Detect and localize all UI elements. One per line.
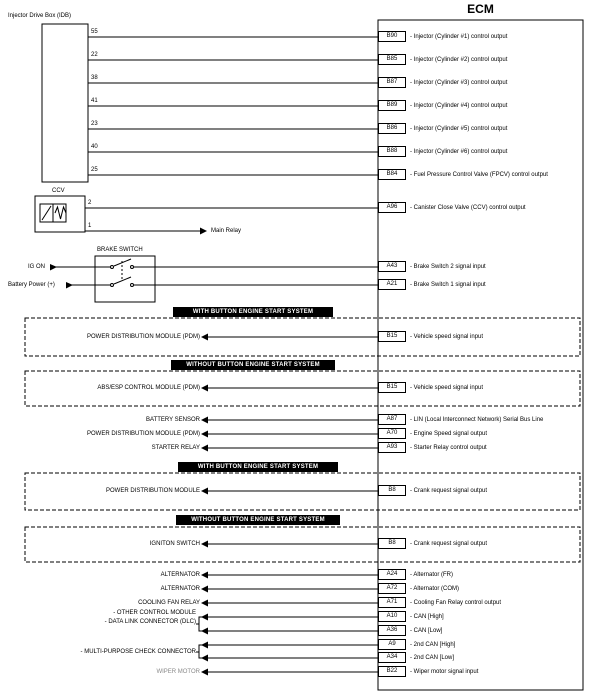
ecm-pin-id: B88 [378, 146, 406, 157]
ecm-pin-id: B22 [378, 666, 406, 677]
ecm-pin-id: B15 [378, 331, 406, 342]
ecm-pin-row [378, 652, 454, 663]
ecm-pin-id: B84 [378, 169, 406, 180]
ecm-pin-id: B87 [378, 77, 406, 88]
ecm-pin-id: A71 [378, 597, 406, 608]
ecm-pin-desc: - Injector (Cylinder #2) control output [410, 56, 508, 63]
ecm-pin-desc: - CAN [Low] [410, 627, 443, 634]
ccv-box [35, 196, 85, 232]
ecm-pin-id: A10 [378, 611, 406, 622]
ecm-pin-row [378, 202, 526, 213]
ecm-pin-row [378, 625, 442, 636]
switch-blade-1 [114, 259, 131, 266]
ecm-pin-id: A9 [378, 639, 406, 650]
data-link-connector-label: - DATA LINK CONNECTOR (DLC) [104, 619, 196, 625]
dlc-bracket [196, 617, 202, 631]
ecm-pin-desc: - Vehicle speed signal input [410, 333, 484, 340]
idb-pin-number: 41 [91, 98, 98, 104]
ecm-pin-row [378, 442, 487, 453]
pdm-crank-label: POWER DISTRIBUTION MODULE [105, 488, 200, 494]
ecm-pin-desc: - Engine Speed signal output [410, 430, 488, 437]
ecm-pin-row [378, 54, 507, 65]
ecm-pin-desc: - Cooling Fan Relay control output [410, 599, 502, 606]
ecm-pin-desc: - Fuel Pressure Control Valve (FPCV) control output [410, 171, 548, 178]
ecm-pin-desc: - Canister Close Valve (CCV) control output [410, 204, 526, 211]
ecm-pin-id: A96 [378, 202, 406, 213]
ignition-switch-label: IGNITON SWITCH [149, 541, 200, 547]
ecm-pin-row [378, 382, 483, 393]
ecm-pin-row [378, 261, 486, 272]
ecm-pin-desc: - Vehicle speed signal input [410, 384, 484, 391]
ecm-pin-row [378, 583, 459, 594]
other-control-module-label: - OTHER CONTROL MODULE [113, 610, 196, 616]
battery-power-arrow [66, 282, 73, 289]
ecm-pin-row [378, 169, 548, 180]
idb-pin-number: 38 [91, 75, 98, 81]
ecm-pin-row [378, 31, 507, 42]
ecm-pin-desc: - Starter Relay control output [410, 444, 487, 451]
idb-pin-number: 55 [91, 29, 98, 35]
ecm-pin-row [378, 331, 483, 342]
starter-relay-label: STARTER RELAY [151, 445, 200, 451]
ecm-pin-id: A93 [378, 442, 406, 453]
ecm-pin-row [378, 666, 478, 677]
battery-sensor-label: BATTERY SENSOR [145, 417, 200, 423]
ecm-pin-id: B85 [378, 54, 406, 65]
ecm-pin-id: B86 [378, 123, 406, 134]
ecm-pin-desc: - Injector (Cylinder #5) control output [410, 125, 508, 132]
ecm-pin-desc: - Crank request signal output [410, 540, 488, 547]
ecm-pin-id: A21 [378, 279, 406, 290]
ecm-pin-id: A36 [378, 625, 406, 636]
ecm-pin-row [378, 77, 507, 88]
idb-label: Injector Drive Box (IDB) [8, 13, 72, 19]
pdm-with-button-label: POWER DISTRIBUTION MODULE (PDM) [86, 334, 200, 340]
ecm-pin-id: A87 [378, 414, 406, 425]
alternator-fr-label: ALTERNATOR [160, 572, 200, 578]
ecm-pin-desc: - CAN [High] [410, 613, 444, 620]
ig-on-arrow [50, 264, 57, 271]
ecm-pin-desc: - Injector (Cylinder #6) control output [410, 148, 508, 155]
ecm-pin-row [378, 123, 507, 134]
ecm-pin-row [378, 597, 501, 608]
abs-esp-module-label: ABS/ESP CONTROL MODULE (PDM) [97, 385, 200, 391]
ecm-pin-desc: - Alternator (FR) [410, 571, 454, 578]
ecm-pin-desc: - Brake Switch 1 signal input [410, 281, 486, 288]
idb-box [42, 24, 88, 182]
ecm-pin-desc: - 2nd CAN [High] [410, 641, 456, 648]
ecm-pin-desc: - Injector (Cylinder #3) control output [410, 79, 508, 86]
ecm-pin-desc: - LIN (Local Interconnect Network) Serial Bus Line [410, 416, 544, 423]
multi-purpose-check-connector-label: - MULTI-PURPOSE CHECK CONNECTOR [80, 649, 196, 655]
ecm-pin-row [378, 569, 453, 580]
ecm-title: ECM [467, 2, 494, 16]
ecm-pin-desc: - 2nd CAN [Low] [410, 654, 455, 661]
wiper-motor-label: WIPER MOTOR [156, 669, 200, 675]
ccv-pin-number-1: 1 [88, 223, 92, 229]
banner-with-button-2: WITH BUTTON ENGINE START SYSTEM [178, 462, 338, 472]
banner-without-button-2: WITHOUT BUTTON ENGINE START SYSTEM [176, 515, 340, 525]
ecm-pin-id: B89 [378, 100, 406, 111]
idb-pin-number: 25 [91, 167, 98, 173]
check-connector-bracket [196, 645, 202, 658]
ccv-pin-number-2: 2 [88, 200, 92, 206]
ecm-pin-desc: - Injector (Cylinder #4) control output [410, 102, 508, 109]
ecm-pin-id: A34 [378, 652, 406, 663]
ecm-pin-row [378, 279, 486, 290]
ecm-pin-row [378, 611, 444, 622]
main-relay-arrow [200, 228, 207, 235]
ecm-pin-row [378, 428, 487, 439]
ecm-pin-row [378, 485, 487, 496]
ecm-pin-id: B90 [378, 31, 406, 42]
ecm-pin-id: B8 [378, 538, 406, 549]
ecm-pin-row [378, 414, 543, 425]
battery-power-label: Battery Power (+) [8, 282, 55, 288]
ecm-pin-desc: - Wiper motor signal input [410, 668, 479, 675]
alternator-com-label: ALTERNATOR [160, 586, 200, 592]
ecm-pin-row [378, 538, 487, 549]
ecm-pin-row [378, 639, 455, 650]
ecm-pin-id: B8 [378, 485, 406, 496]
cooling-fan-relay-label: COOLING FAN RELAY [138, 600, 200, 606]
ecm-pin-desc: - Injector (Cylinder #1) control output [410, 33, 508, 40]
banner-without-button-1: WITHOUT BUTTON ENGINE START SYSTEM [171, 360, 335, 370]
brake-switch-label: BRAKE SWITCH [97, 247, 143, 253]
idb-pin-number: 22 [91, 52, 98, 58]
ig-on-label: IG ON [28, 264, 46, 270]
ecm-pin-id: A72 [378, 583, 406, 594]
ecm-pin-desc: - Alternator (COM) [410, 585, 460, 592]
ecm-pin-desc: - Brake Switch 2 signal input [410, 263, 486, 270]
banner-with-button-1: WITH BUTTON ENGINE START SYSTEM [173, 307, 333, 317]
ecm-pin-id: A70 [378, 428, 406, 439]
main-relay-label: Main Relay [211, 228, 242, 234]
ecm-pin-id: B15 [378, 382, 406, 393]
ccv-label: CCV [52, 188, 65, 194]
ecm-pin-id: A43 [378, 261, 406, 272]
ecm-pin-row [378, 146, 507, 157]
pdm-label: POWER DISTRIBUTION MODULE (PDM) [86, 431, 200, 437]
ecm-pin-desc: - Crank request signal output [410, 487, 488, 494]
idb-pin-number: 23 [91, 121, 98, 127]
idb-pin-number: 40 [91, 144, 98, 150]
ecm-pin-id: A24 [378, 569, 406, 580]
ecm-pin-row [378, 100, 507, 111]
